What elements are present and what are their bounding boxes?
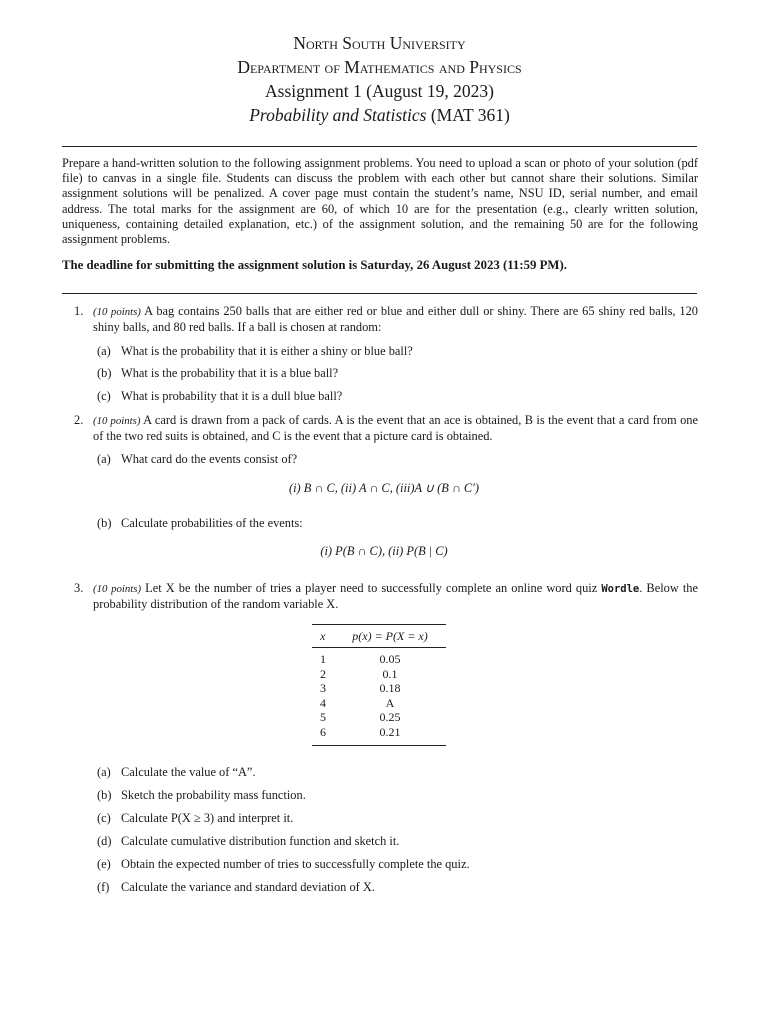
part-text: What card do the events consist of? [121, 452, 298, 466]
question-2-part-a [97, 452, 297, 467]
table-cell: 0.25 [379, 710, 401, 725]
question-2 [62, 413, 698, 444]
question-1-part-a [97, 344, 413, 359]
question-points: (10 points) [93, 583, 142, 595]
course-line [62, 103, 697, 127]
question-number: 1. [74, 304, 84, 318]
part-text: Calculate the value of “A”. [121, 765, 256, 779]
instructions-divider [62, 293, 697, 294]
table-row [312, 710, 446, 725]
question-text [93, 413, 698, 444]
header-divider [62, 146, 697, 147]
question-number: 2. [74, 413, 84, 427]
events-expression: (i) B ∩ C, (ii) A ∩ C, (iii)A ∪ (B ∩ C′) [288, 481, 480, 495]
deadline-notice: The deadline for submitting the assignment solution is Saturday, 26 August 2023 (11:59 PM). [62, 258, 567, 272]
question-statement: Let X be the number of tries a player need to successfully complete an online word quiz [141, 581, 602, 595]
table-cell: 1 [320, 652, 326, 666]
university-name: North South University [293, 33, 466, 53]
probability-distribution-table [312, 624, 446, 746]
part-label: (b) [97, 366, 112, 380]
part-text: Calculate P(X ≥ 3) and interpret it. [121, 811, 294, 825]
course-title: Probability and Statistics [249, 105, 427, 125]
table-row [312, 681, 446, 696]
table-row [312, 725, 446, 740]
table-header-row [312, 625, 446, 648]
question-number: 3. [74, 581, 84, 595]
question-3-part-c [97, 811, 293, 826]
question-text [93, 304, 698, 335]
question-3-part-e [97, 857, 470, 872]
part-label: (a) [97, 344, 111, 358]
question-2-part-b [97, 516, 303, 531]
table-cell: 0.1 [382, 666, 398, 681]
part-label: (c) [97, 811, 111, 825]
document-header [62, 31, 697, 127]
assignment-title: Assignment 1 (August 19, 2023) [265, 81, 494, 101]
table-row [312, 667, 446, 682]
question-3 [62, 581, 698, 612]
part-text: What is probability that it is a dull blue ball? [121, 389, 343, 403]
part-text: Obtain the expected number of tries to successfully complete the quiz. [121, 857, 470, 871]
part-text: Calculate probabilities of the events: [121, 516, 303, 530]
question-statement-end: . Below the probability distribution of the random variable X. [93, 581, 699, 612]
part-text: What is the probability that it is a blue ball? [121, 366, 339, 380]
table-cell: A [385, 695, 395, 710]
part-label: (e) [97, 857, 111, 871]
table-cell: 3 [320, 681, 326, 696]
part-text: What is the probability that it is either a shiny or blue ball? [121, 344, 413, 358]
table-cell: 2 [320, 666, 326, 681]
department-name: Department of Mathematics and Physics [237, 57, 522, 77]
question-text [93, 581, 698, 612]
question-statement: A bag contains 250 balls that are either red or blue and either dull or shiny. There are 65 shiny red balls, 120 shiny balls, and 80 red balls. If a ball is chosen at random: [93, 304, 699, 335]
instructions-paragraph: Prepare a hand-written solution to the following assignment problems. You need to upload a scan or photo of your solution (pdf file) to canvas in a single file. Students can discuss the problem with each other but cannot share their solutions. Similar assignment solutions will be penalized. A cover page must contain the student’s name, NSU ID, serial number, and email address. The total marks for the assignment are 60, of which 10 are for the presentation (e.g., clearly written solution, uniqueness, containing detailed explanation, etc.) of the assignment solution, and the remaining 50 are for the following assignment problems. [62, 156, 698, 247]
question-points: (10 points) [93, 415, 141, 427]
part-text: Calculate cumulative distribution function and sketch it. [121, 834, 400, 848]
table-cell: 0.18 [379, 681, 401, 696]
part-text: Sketch the probability mass function. [121, 788, 306, 802]
question-statement: A card is drawn from a pack of cards. A is the event that an ace is obtained, B is the event that a card from one of the two red suits is obtained, and C is the event that a picture card is obtained. [93, 413, 698, 444]
table-cell: 0.21 [379, 724, 401, 739]
table-cell: 6 [320, 724, 326, 739]
quiz-name: Wordle [601, 583, 640, 595]
part-label: (d) [97, 834, 112, 848]
part-label: (b) [97, 516, 112, 530]
course-code: (MAT 361) [430, 105, 510, 125]
part-label: (b) [97, 788, 112, 802]
question-3-part-a [97, 765, 256, 780]
question-1-part-b [97, 366, 338, 381]
part-label: (f) [97, 880, 110, 894]
part-text: Calculate the variance and standard deviation of X. [121, 880, 375, 894]
question-1-part-c [97, 389, 342, 404]
table-cell: 0.05 [379, 652, 401, 666]
question-3-part-f [97, 880, 375, 895]
table-row [312, 696, 446, 711]
table-cell: 4 [320, 695, 326, 710]
part-label: (a) [97, 765, 111, 779]
part-label: (c) [97, 389, 111, 403]
table-row [312, 652, 446, 667]
question-1 [62, 304, 698, 335]
question-3-part-d [97, 834, 399, 849]
table-header-cell: p(x) = P(X = x) [352, 629, 428, 643]
probabilities-expression: (i) P(B ∩ C), (ii) P(B | C) [320, 544, 448, 558]
question-points: (10 points) [93, 306, 141, 318]
question-3-part-b [97, 788, 306, 803]
table-cell: 5 [320, 710, 326, 725]
table-header-cell: x [320, 629, 326, 643]
part-label: (a) [97, 452, 111, 466]
